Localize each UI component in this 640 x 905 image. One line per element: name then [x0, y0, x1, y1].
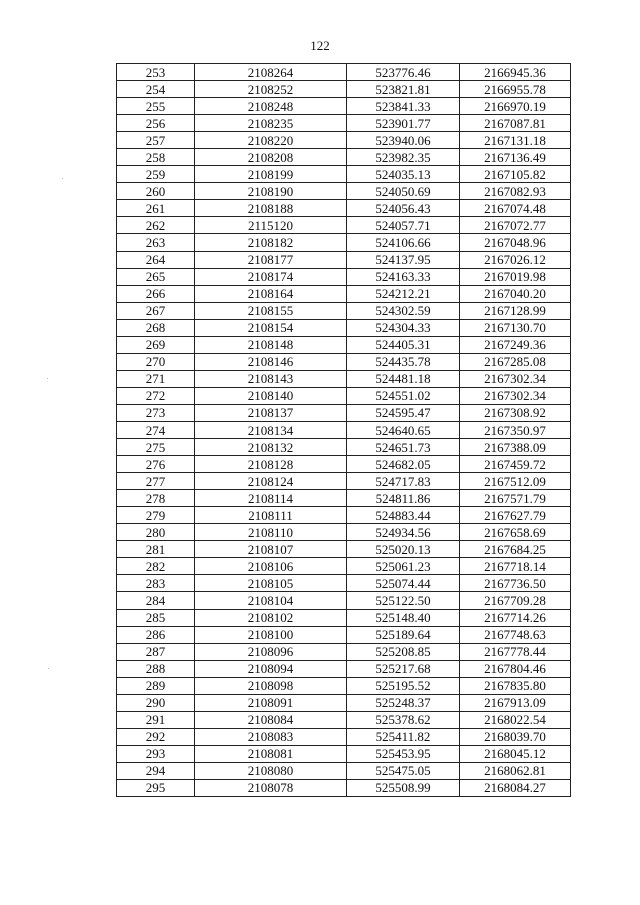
row-number-cell: 264 [117, 251, 195, 268]
x-coordinate-cell: 525378.62 [347, 711, 460, 728]
x-coordinate-cell: 524811.86 [347, 490, 460, 507]
table-row [117, 353, 571, 370]
table-row [117, 541, 571, 558]
point-id-cell: 2115120 [195, 217, 347, 234]
point-id-cell: 2108106 [195, 558, 347, 575]
x-coordinate-cell: 525411.82 [347, 728, 460, 745]
x-coordinate-cell: 523821.81 [347, 81, 460, 98]
y-coordinate-cell: 2167748.63 [460, 626, 571, 643]
row-number-cell: 272 [117, 387, 195, 404]
row-number-cell: 260 [117, 183, 195, 200]
x-coordinate-cell: 524435.78 [347, 353, 460, 370]
point-id-cell: 2108081 [195, 745, 347, 762]
point-id-cell: 2108154 [195, 319, 347, 336]
table-row [117, 762, 571, 779]
y-coordinate-cell: 2168084.27 [460, 779, 571, 796]
row-number-cell: 289 [117, 677, 195, 694]
point-id-cell: 2108084 [195, 711, 347, 728]
point-id-cell: 2108083 [195, 728, 347, 745]
x-coordinate-cell: 524934.56 [347, 524, 460, 541]
y-coordinate-cell: 2167913.09 [460, 694, 571, 711]
point-id-cell: 2108094 [195, 660, 347, 677]
table-row [117, 575, 571, 592]
point-id-cell: 2108155 [195, 302, 347, 319]
y-coordinate-cell: 2167718.14 [460, 558, 571, 575]
y-coordinate-cell: 2167082.93 [460, 183, 571, 200]
row-number-cell: 280 [117, 524, 195, 541]
table-row [117, 745, 571, 762]
y-coordinate-cell: 2167835.80 [460, 677, 571, 694]
table-row [117, 524, 571, 541]
row-number-cell: 278 [117, 490, 195, 507]
table-row [117, 149, 571, 166]
row-number-cell: 270 [117, 353, 195, 370]
row-number-cell: 291 [117, 711, 195, 728]
point-id-cell: 2108199 [195, 166, 347, 183]
y-coordinate-cell: 2167128.99 [460, 302, 571, 319]
point-id-cell: 2108148 [195, 336, 347, 353]
x-coordinate-cell: 523841.33 [347, 98, 460, 115]
table-row [117, 200, 571, 217]
table-row [117, 490, 571, 507]
point-id-cell: 2108078 [195, 779, 347, 796]
y-coordinate-cell: 2166970.19 [460, 98, 571, 115]
scan-speck [62, 178, 63, 179]
x-coordinate-cell: 524651.73 [347, 439, 460, 456]
scan-speck [47, 378, 48, 379]
x-coordinate-cell: 525508.99 [347, 779, 460, 796]
point-id-cell: 2108096 [195, 643, 347, 660]
point-id-cell: 2108100 [195, 626, 347, 643]
y-coordinate-cell: 2167804.46 [460, 660, 571, 677]
row-number-cell: 259 [117, 166, 195, 183]
row-number-cell: 293 [117, 745, 195, 762]
point-id-cell: 2108264 [195, 64, 347, 81]
row-number-cell: 253 [117, 64, 195, 81]
x-coordinate-cell: 524163.33 [347, 268, 460, 285]
y-coordinate-cell: 2167249.36 [460, 336, 571, 353]
x-coordinate-cell: 524302.59 [347, 302, 460, 319]
y-coordinate-cell: 2167512.09 [460, 473, 571, 490]
table-row [117, 728, 571, 745]
coordinates-table [116, 63, 571, 797]
point-id-cell: 2108105 [195, 575, 347, 592]
table-row [117, 115, 571, 132]
row-number-cell: 288 [117, 660, 195, 677]
row-number-cell: 292 [117, 728, 195, 745]
row-number-cell: 285 [117, 609, 195, 626]
point-id-cell: 2108146 [195, 353, 347, 370]
x-coordinate-cell: 525189.64 [347, 626, 460, 643]
y-coordinate-cell: 2167459.72 [460, 456, 571, 473]
point-id-cell: 2108188 [195, 200, 347, 217]
point-id-cell: 2108235 [195, 115, 347, 132]
y-coordinate-cell: 2167130.70 [460, 319, 571, 336]
y-coordinate-cell: 2167302.34 [460, 370, 571, 387]
y-coordinate-cell: 2167350.97 [460, 421, 571, 438]
table-row [117, 711, 571, 728]
x-coordinate-cell: 524405.31 [347, 336, 460, 353]
row-number-cell: 290 [117, 694, 195, 711]
row-number-cell: 277 [117, 473, 195, 490]
row-number-cell: 254 [117, 81, 195, 98]
point-id-cell: 2108252 [195, 81, 347, 98]
point-id-cell: 2108190 [195, 183, 347, 200]
x-coordinate-cell: 524481.18 [347, 370, 460, 387]
x-coordinate-cell: 524717.83 [347, 473, 460, 490]
table-row [117, 609, 571, 626]
point-id-cell: 2108140 [195, 387, 347, 404]
x-coordinate-cell: 524050.69 [347, 183, 460, 200]
table-row [117, 421, 571, 438]
table-row [117, 217, 571, 234]
x-coordinate-cell: 525453.95 [347, 745, 460, 762]
x-coordinate-cell: 524057.71 [347, 217, 460, 234]
y-coordinate-cell: 2167684.25 [460, 541, 571, 558]
table-row [117, 81, 571, 98]
row-number-cell: 267 [117, 302, 195, 319]
x-coordinate-cell: 524883.44 [347, 507, 460, 524]
row-number-cell: 283 [117, 575, 195, 592]
x-coordinate-cell: 523901.77 [347, 115, 460, 132]
row-number-cell: 271 [117, 370, 195, 387]
x-coordinate-cell: 524035.13 [347, 166, 460, 183]
row-number-cell: 286 [117, 626, 195, 643]
table-row [117, 473, 571, 490]
row-number-cell: 269 [117, 336, 195, 353]
y-coordinate-cell: 2167074.48 [460, 200, 571, 217]
x-coordinate-cell: 525020.13 [347, 541, 460, 558]
x-coordinate-cell: 524137.95 [347, 251, 460, 268]
table-row [117, 592, 571, 609]
row-number-cell: 263 [117, 234, 195, 251]
y-coordinate-cell: 2168039.70 [460, 728, 571, 745]
table-row [117, 779, 571, 796]
y-coordinate-cell: 2167714.26 [460, 609, 571, 626]
table-row [117, 456, 571, 473]
row-number-cell: 282 [117, 558, 195, 575]
y-coordinate-cell: 2167308.92 [460, 404, 571, 421]
row-number-cell: 284 [117, 592, 195, 609]
y-coordinate-cell: 2167048.96 [460, 234, 571, 251]
x-coordinate-cell: 524682.05 [347, 456, 460, 473]
x-coordinate-cell: 525217.68 [347, 660, 460, 677]
y-coordinate-cell: 2167571.79 [460, 490, 571, 507]
table-row [117, 370, 571, 387]
x-coordinate-cell: 524304.33 [347, 319, 460, 336]
y-coordinate-cell: 2166945.36 [460, 64, 571, 81]
point-id-cell: 2108164 [195, 285, 347, 302]
x-coordinate-cell: 524106.66 [347, 234, 460, 251]
point-id-cell: 2108177 [195, 251, 347, 268]
row-number-cell: 295 [117, 779, 195, 796]
y-coordinate-cell: 2168062.81 [460, 762, 571, 779]
point-id-cell: 2108080 [195, 762, 347, 779]
row-number-cell: 273 [117, 404, 195, 421]
row-number-cell: 279 [117, 507, 195, 524]
coordinates-table-body [117, 64, 571, 797]
table-row [117, 558, 571, 575]
x-coordinate-cell: 524551.02 [347, 387, 460, 404]
table-row [117, 694, 571, 711]
x-coordinate-cell: 525074.44 [347, 575, 460, 592]
point-id-cell: 2108114 [195, 490, 347, 507]
x-coordinate-cell: 525195.52 [347, 677, 460, 694]
y-coordinate-cell: 2167040.20 [460, 285, 571, 302]
table-row [117, 626, 571, 643]
y-coordinate-cell: 2168045.12 [460, 745, 571, 762]
row-number-cell: 258 [117, 149, 195, 166]
point-id-cell: 2108132 [195, 439, 347, 456]
y-coordinate-cell: 2166955.78 [460, 81, 571, 98]
x-coordinate-cell: 525475.05 [347, 762, 460, 779]
x-coordinate-cell: 524212.21 [347, 285, 460, 302]
x-coordinate-cell: 525208.85 [347, 643, 460, 660]
page-number: 122 [310, 38, 330, 53]
y-coordinate-cell: 2167302.34 [460, 387, 571, 404]
table-row [117, 507, 571, 524]
table-row [117, 319, 571, 336]
table-row [117, 336, 571, 353]
x-coordinate-cell: 523940.06 [347, 132, 460, 149]
point-id-cell: 2108110 [195, 524, 347, 541]
row-number-cell: 262 [117, 217, 195, 234]
table-row [117, 64, 571, 81]
point-id-cell: 2108137 [195, 404, 347, 421]
table-row [117, 643, 571, 660]
row-number-cell: 294 [117, 762, 195, 779]
row-number-cell: 275 [117, 439, 195, 456]
y-coordinate-cell: 2167285.08 [460, 353, 571, 370]
row-number-cell: 256 [117, 115, 195, 132]
y-coordinate-cell: 2167658.69 [460, 524, 571, 541]
table-row [117, 302, 571, 319]
table-row [117, 268, 571, 285]
table-row [117, 439, 571, 456]
x-coordinate-cell: 523776.46 [347, 64, 460, 81]
point-id-cell: 2108134 [195, 421, 347, 438]
row-number-cell: 261 [117, 200, 195, 217]
scan-speck [48, 668, 49, 669]
y-coordinate-cell: 2167388.09 [460, 439, 571, 456]
x-coordinate-cell: 524640.65 [347, 421, 460, 438]
row-number-cell: 281 [117, 541, 195, 558]
point-id-cell: 2108107 [195, 541, 347, 558]
row-number-cell: 268 [117, 319, 195, 336]
row-number-cell: 287 [117, 643, 195, 660]
table-row [117, 387, 571, 404]
y-coordinate-cell: 2167105.82 [460, 166, 571, 183]
row-number-cell: 274 [117, 421, 195, 438]
point-id-cell: 2108220 [195, 132, 347, 149]
point-id-cell: 2108174 [195, 268, 347, 285]
row-number-cell: 255 [117, 98, 195, 115]
x-coordinate-cell: 524056.43 [347, 200, 460, 217]
y-coordinate-cell: 2168022.54 [460, 711, 571, 728]
row-number-cell: 265 [117, 268, 195, 285]
point-id-cell: 2108128 [195, 456, 347, 473]
x-coordinate-cell: 525122.50 [347, 592, 460, 609]
table-row [117, 285, 571, 302]
y-coordinate-cell: 2167019.98 [460, 268, 571, 285]
x-coordinate-cell: 524595.47 [347, 404, 460, 421]
table-row [117, 234, 571, 251]
table-row [117, 132, 571, 149]
x-coordinate-cell: 525248.37 [347, 694, 460, 711]
point-id-cell: 2108091 [195, 694, 347, 711]
y-coordinate-cell: 2167131.18 [460, 132, 571, 149]
y-coordinate-cell: 2167136.49 [460, 149, 571, 166]
y-coordinate-cell: 2167778.44 [460, 643, 571, 660]
y-coordinate-cell: 2167072.77 [460, 217, 571, 234]
y-coordinate-cell: 2167087.81 [460, 115, 571, 132]
x-coordinate-cell: 523982.35 [347, 149, 460, 166]
y-coordinate-cell: 2167627.79 [460, 507, 571, 524]
table-row [117, 251, 571, 268]
table-row [117, 404, 571, 421]
x-coordinate-cell: 525148.40 [347, 609, 460, 626]
point-id-cell: 2108248 [195, 98, 347, 115]
point-id-cell: 2108098 [195, 677, 347, 694]
point-id-cell: 2108208 [195, 149, 347, 166]
point-id-cell: 2108111 [195, 507, 347, 524]
row-number-cell: 276 [117, 456, 195, 473]
table-row [117, 183, 571, 200]
point-id-cell: 2108143 [195, 370, 347, 387]
y-coordinate-cell: 2167736.50 [460, 575, 571, 592]
table-row [117, 166, 571, 183]
point-id-cell: 2108102 [195, 609, 347, 626]
y-coordinate-cell: 2167709.28 [460, 592, 571, 609]
x-coordinate-cell: 525061.23 [347, 558, 460, 575]
point-id-cell: 2108104 [195, 592, 347, 609]
table-row [117, 660, 571, 677]
point-id-cell: 2108182 [195, 234, 347, 251]
table-row [117, 677, 571, 694]
point-id-cell: 2108124 [195, 473, 347, 490]
row-number-cell: 257 [117, 132, 195, 149]
row-number-cell: 266 [117, 285, 195, 302]
y-coordinate-cell: 2167026.12 [460, 251, 571, 268]
table-row [117, 98, 571, 115]
